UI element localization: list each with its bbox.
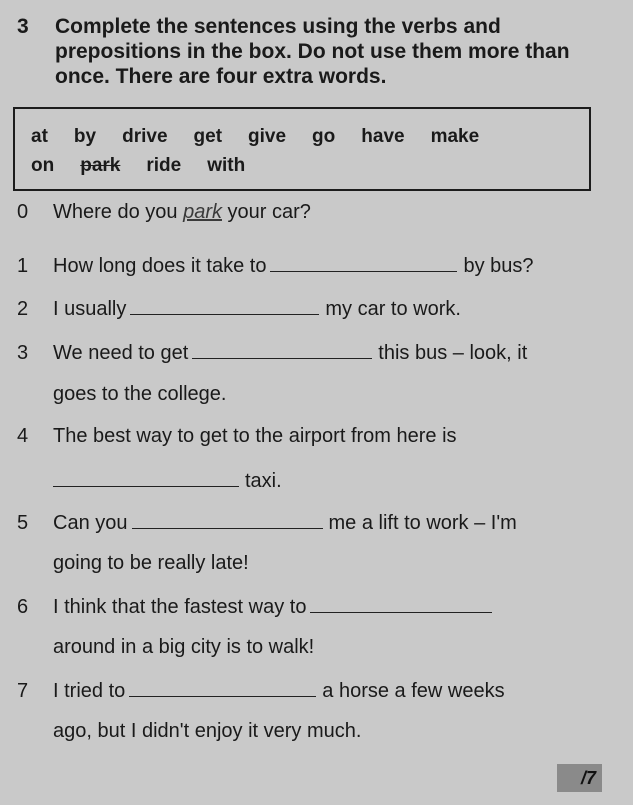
sentence-1 — [17, 253, 534, 278]
word-box-row-1 — [31, 126, 505, 148]
sentence-text: by bus? — [463, 255, 534, 277]
sentence-text: I tried to — [53, 680, 126, 702]
sentence-text: me a lift to work – I'm — [328, 512, 517, 534]
example-answer: park — [183, 201, 222, 223]
word-at: at — [31, 126, 48, 147]
word-ride: ride — [146, 155, 182, 176]
word-by: by — [73, 126, 97, 147]
answer-blank-5[interactable] — [132, 510, 323, 529]
sentence-text: this bus – look, it — [378, 342, 528, 364]
sentence-7 — [17, 678, 505, 703]
word-box-row-2 — [31, 155, 271, 177]
sentence-number: 6 — [17, 596, 29, 618]
score-box: /7 — [557, 764, 602, 792]
word-get: get — [193, 126, 223, 147]
sentence-2 — [17, 296, 461, 321]
sentence-text: Where do you — [53, 201, 184, 223]
answer-blank-2[interactable] — [130, 296, 319, 315]
sentence-3 — [17, 340, 527, 365]
sentence-number: 4 — [17, 425, 29, 447]
sentence-text: my car to work. — [325, 298, 461, 320]
sentence-text: Can you — [53, 512, 128, 534]
sentence-7-continued: ago, but I didn't enjoy it very much. — [53, 720, 362, 742]
sentence-6-continued: around in a big city is to walk! — [53, 636, 315, 658]
word-on: on — [31, 155, 55, 176]
word-box — [13, 107, 591, 191]
sentence-text: How long does it take to — [53, 255, 267, 277]
word-make: make — [430, 126, 480, 147]
sentence-number: 3 — [17, 342, 29, 364]
sentence-4 — [17, 425, 457, 448]
sentence-0 — [17, 201, 311, 224]
exercise-instruction: Complete the sentences using the verbs and prepositions in the box. Do not use them more than once. There are four extra words. — [55, 15, 570, 88]
word-drive: drive — [122, 126, 168, 147]
sentence-4-continued — [53, 468, 282, 493]
sentence-5 — [17, 510, 517, 535]
sentence-6 — [17, 594, 498, 619]
sentence-text: The best way to get to the airport from here is — [53, 425, 457, 447]
word-with: with — [207, 155, 246, 176]
sentence-number: 7 — [17, 680, 29, 702]
answer-blank-4[interactable] — [53, 468, 239, 487]
sentence-number: 0 — [17, 201, 29, 223]
sentence-3-continued: goes to the college. — [53, 383, 227, 405]
answer-blank-7[interactable] — [129, 678, 316, 697]
sentence-text: your car? — [221, 201, 311, 223]
sentence-text: I think that the fastest way to — [53, 596, 307, 618]
word-have: have — [361, 126, 405, 147]
word-give: give — [248, 126, 287, 147]
sentence-text: We need to get — [53, 342, 189, 364]
sentence-text: a horse a few weeks — [322, 680, 505, 702]
sentence-number: 5 — [17, 512, 29, 534]
answer-blank-3[interactable] — [192, 340, 372, 359]
sentence-5-continued: going to be really late! — [53, 552, 249, 574]
answer-blank-6[interactable] — [310, 594, 492, 613]
word-park-struck: park — [80, 155, 121, 176]
answer-blank-1[interactable] — [270, 253, 457, 272]
exercise-number: 3 — [17, 15, 29, 38]
word-go: go — [312, 126, 336, 147]
sentence-text: taxi. — [245, 470, 282, 492]
sentence-number: 1 — [17, 255, 29, 277]
sentence-number: 2 — [17, 298, 29, 320]
exercise-heading — [17, 14, 617, 89]
sentence-text: I usually — [53, 298, 127, 320]
